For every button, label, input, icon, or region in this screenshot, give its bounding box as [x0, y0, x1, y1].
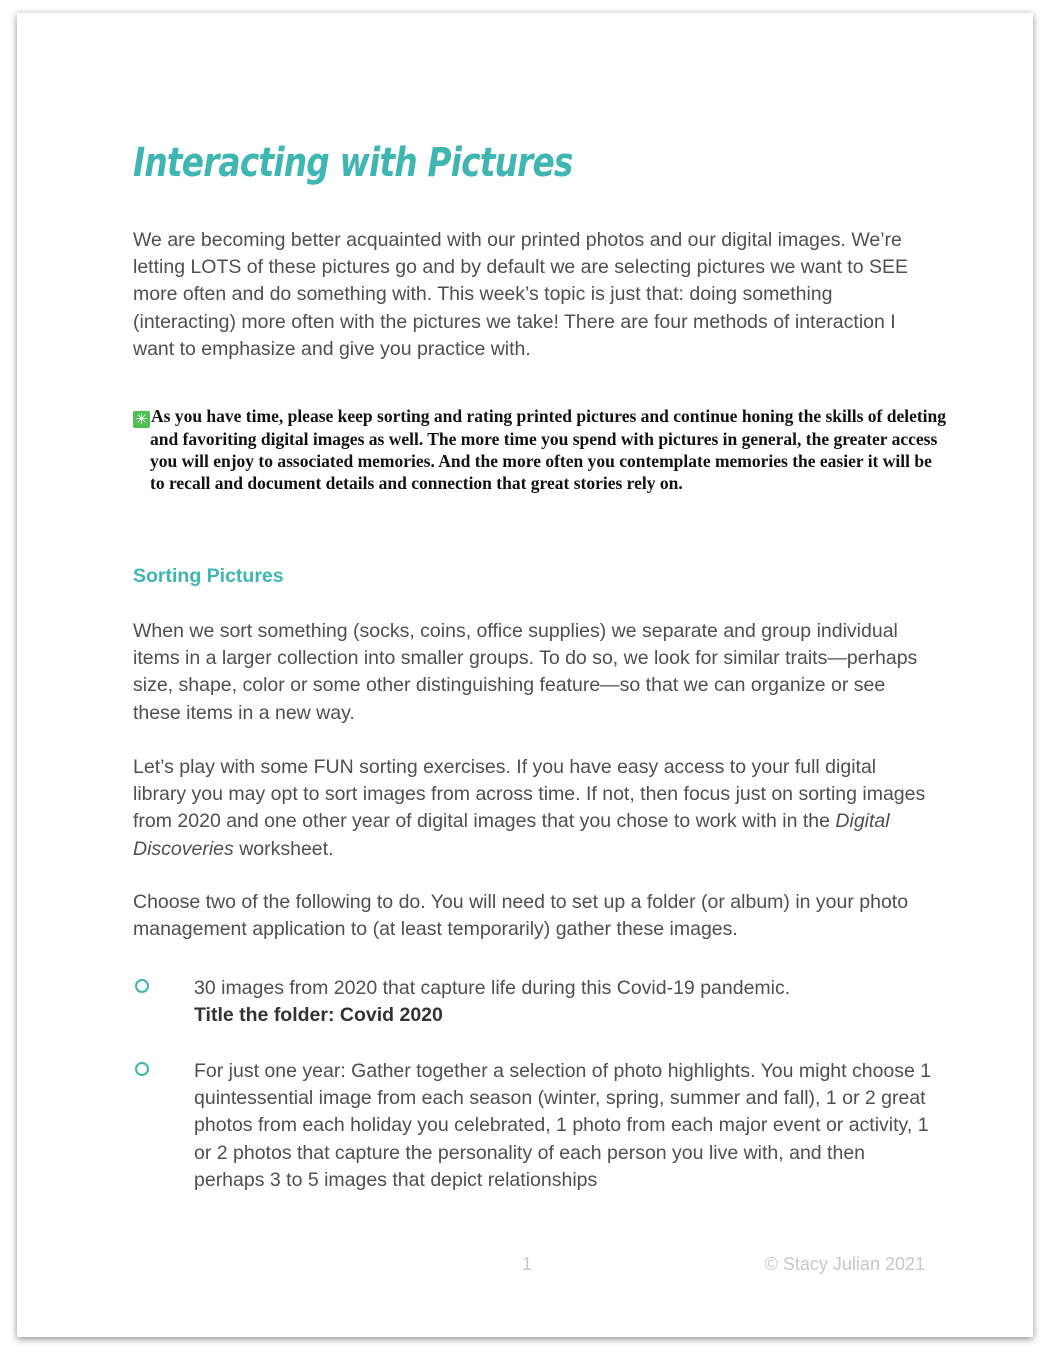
list-item — [194, 975, 934, 1029]
sorting-paragraph-2 — [133, 754, 933, 863]
list-item — [194, 1058, 934, 1194]
page-number: 1 — [522, 1254, 533, 1274]
sparkle-icon: ✳ — [133, 411, 150, 428]
copyright-notice: © Stacy Julian 2021 — [764, 1254, 925, 1274]
page-title: Interacting with Pictures — [133, 140, 573, 186]
note-paragraph — [133, 405, 950, 495]
list-item-text: 30 images from 2020 that capture life during this Covid-19 pandemic. — [194, 977, 791, 999]
sorting-paragraph-1: When we sort something (socks, coins, office supplies) we separate and group individual items in a larger collection into smaller groups. To do so, we look for similar traits—perhaps size, shape, color or some other distinguishing feature—so that we can organize or see these items in a new way. — [133, 620, 918, 724]
document-page — [17, 13, 1033, 1337]
section-heading: Sorting Pictures — [133, 565, 284, 587]
circle-bullet-icon — [135, 1062, 149, 1076]
note-text: As you have time, please keep sorting and rating printed pictures and continue honing the skills of deleting and favoriting digital images as well. The more time you spend with pictures in general, the greater access you will enjoy to associated memories. And the more often you contemplate memories the easier it will be to recall and document details and connection that great stories rely on. — [150, 406, 947, 494]
p2-italic-title: Digital Discoveries — [133, 810, 890, 860]
list-item-text: For just one year: Gather together a selection of photo highlights. You might choose 1 quintessential image from each season (winter, spring, summer and fall), 1 or 2 great photos from each holiday you celebrated, 1 photo from each major event or activity, 1 or 2 photos that capture the personality of each person you live with, and then perhaps 3 to 5 images that depict relationships — [194, 1060, 932, 1191]
intro-paragraph: We are becoming better acquainted with our printed photos and our digital images. We’re letting LOTS of these pictures go and by default we are selecting pictures we want to SEE more often and do something with. This week’s topic is just that: doing something (interacting) more often with the pictures we take! There are four methods of interaction I want to emphasize and give you practice with. — [133, 229, 909, 360]
p2-text-after: worksheet. — [233, 837, 334, 860]
p2-text-before: Let’s play with some FUN sorting exercises. If you have easy access to your full digital library you may opt to sort images from across time. If not, then focus just on sorting images from 2020 and one other year of digital images that you chose to work with in the — [133, 756, 926, 833]
circle-bullet-icon — [135, 979, 149, 993]
list-item-bold: Title the folder: Covid 2020 — [194, 1004, 443, 1027]
sorting-paragraph-3: Choose two of the following to do. You will need to set up a folder (or album) in your photo management application to (at least temporarily) gather these images. — [133, 891, 909, 941]
